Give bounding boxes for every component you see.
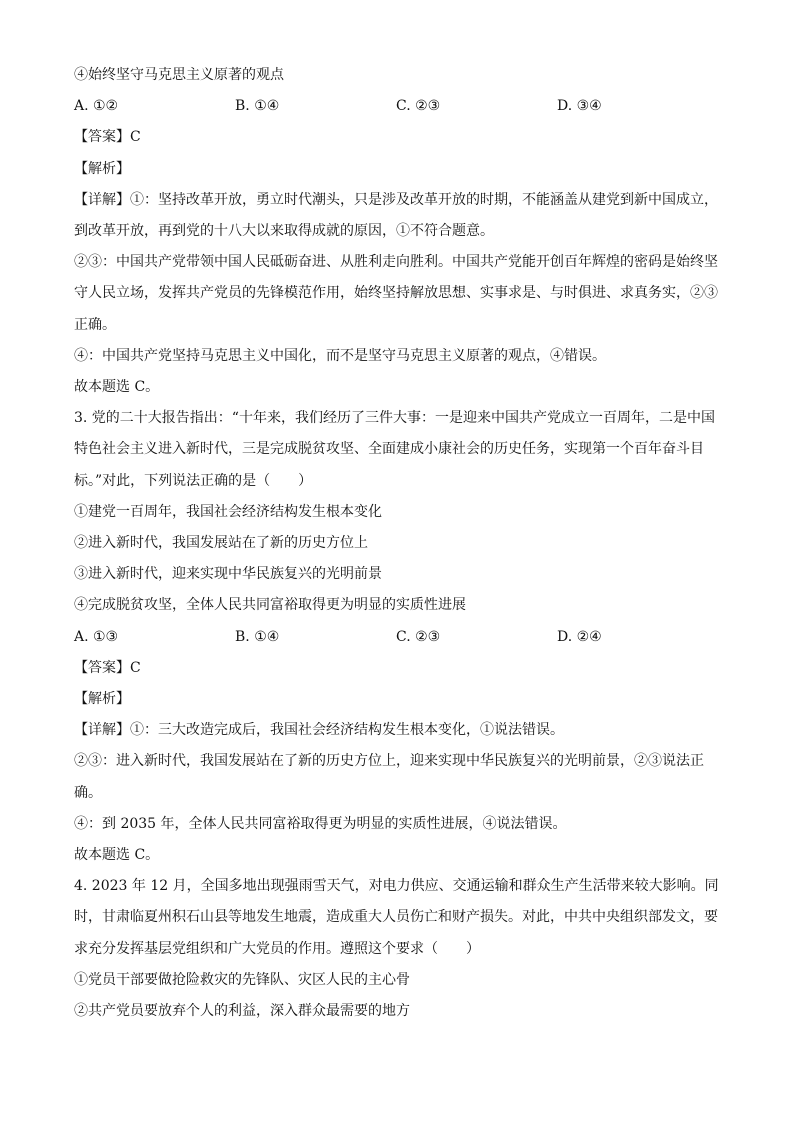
q3-options	[74, 622, 734, 653]
q3-item-2: ②进入新时代，我国发展站在了新的历史方位上	[74, 535, 368, 552]
q2-option-c: C. ②③	[396, 98, 441, 115]
q2-detail-line: 正确。	[74, 316, 116, 333]
q2-option-d: D. ③④	[557, 98, 602, 115]
q4-stem-line: 时，甘肃临夏州积石山县等地发生地震，造成重大人员伤亡和财产损失。对此，中共中央组织部发文，要	[74, 909, 718, 926]
q2-option-a: A. ①②	[74, 98, 119, 115]
q2-analysis-heading: 【解析】	[74, 160, 130, 177]
q4-item-1: ①党员干部要做抢险救灾的先锋队、灾区人民的主心骨	[74, 971, 410, 988]
q2-item-4: ④始终坚守马克思主义原著的观点	[74, 67, 284, 83]
q3-stem-line: 特色社会主义进入新时代，三是完成脱贫攻坚、全面建成小康社会的历史任务，实现第一个百年奋斗目	[74, 441, 704, 458]
document-page	[74, 60, 734, 1027]
q3-stem-line: 3. 党的二十大报告指出：“十年来，我们经历了三件大事：一是迎来中国共产党成立一百周年，二是中国	[74, 410, 715, 427]
q3-detail-line: 确。	[74, 784, 102, 801]
q4-item-2: ②共产党员要放弃个人的利益，深入群众最需要的地方	[74, 1003, 410, 1020]
q2-options	[74, 91, 734, 122]
q3-detail-line: ②③：进入新时代，我国发展站在了新的历史方位上，迎来实现中华民族复兴的光明前景，②③说法正	[74, 753, 704, 770]
q4-stem-line: 求充分发挥基层党组织和广大党员的作用。遵照这个要求（ ）	[74, 940, 480, 957]
q3-option-a: A. ①③	[74, 628, 119, 645]
q2-detail-line: 【详解】①：坚持改革开放，勇立时代潮头，只是涉及改革开放的时期，不能涵盖从建党到新中国成立，	[74, 191, 718, 208]
q3-option-c: C. ②③	[396, 628, 441, 645]
q3-item-1: ①建党一百周年，我国社会经济结构发生根本变化	[74, 503, 382, 520]
q3-option-d: D. ②④	[557, 628, 602, 645]
q3-item-4: ④完成脱贫攻坚，全体人民共同富裕取得更为明显的实质性进展	[74, 597, 466, 614]
q2-detail-line: 到改革开放，再到党的十八大以来取得成就的原因，①不符合题意。	[74, 223, 494, 240]
q3-answer: 【答案】C	[74, 659, 141, 676]
q3-item-3: ③进入新时代，迎来实现中华民族复兴的光明前景	[74, 566, 382, 583]
q2-detail-line: ②③：中国共产党带领中国人民砥砺奋进、从胜利走向胜利。中国共产党能开创百年辉煌的密码是始终坚	[74, 254, 718, 271]
q3-stem-line: 标。”对此，下列说法正确的是（ ）	[74, 472, 313, 489]
q4-stem-line: 4. 2023 年 12 月，全国多地出现强雨雪天气，对电力供应、交通运输和群众生产生活带来较大影响。同	[74, 878, 719, 895]
q2-conclusion: 故本题选 C。	[74, 379, 160, 396]
q2-answer: 【答案】C	[74, 129, 141, 146]
q3-analysis-heading: 【解析】	[74, 691, 130, 708]
q3-conclusion: 故本题选 C。	[74, 847, 160, 864]
q2-detail-line: ④：中国共产党坚持马克思主义中国化，而不是坚守马克思主义原著的观点，④错误。	[74, 347, 606, 364]
q2-detail-line: 守人民立场，发挥共产党员的先锋模范作用，始终坚持解放思想、实事求是、与时俱进、求真务实，②③	[74, 285, 718, 302]
q2-option-b: B. ①④	[235, 98, 280, 115]
q3-detail-line: 【详解】①：三大改造完成后，我国社会经济结构发生根本变化，①说法错误。	[74, 722, 564, 739]
q3-option-b: B. ①④	[235, 628, 280, 645]
q3-detail-line: ④：到 2035 年，全体人民共同富裕取得更为明显的实质性进展，④说法错误。	[74, 815, 567, 832]
